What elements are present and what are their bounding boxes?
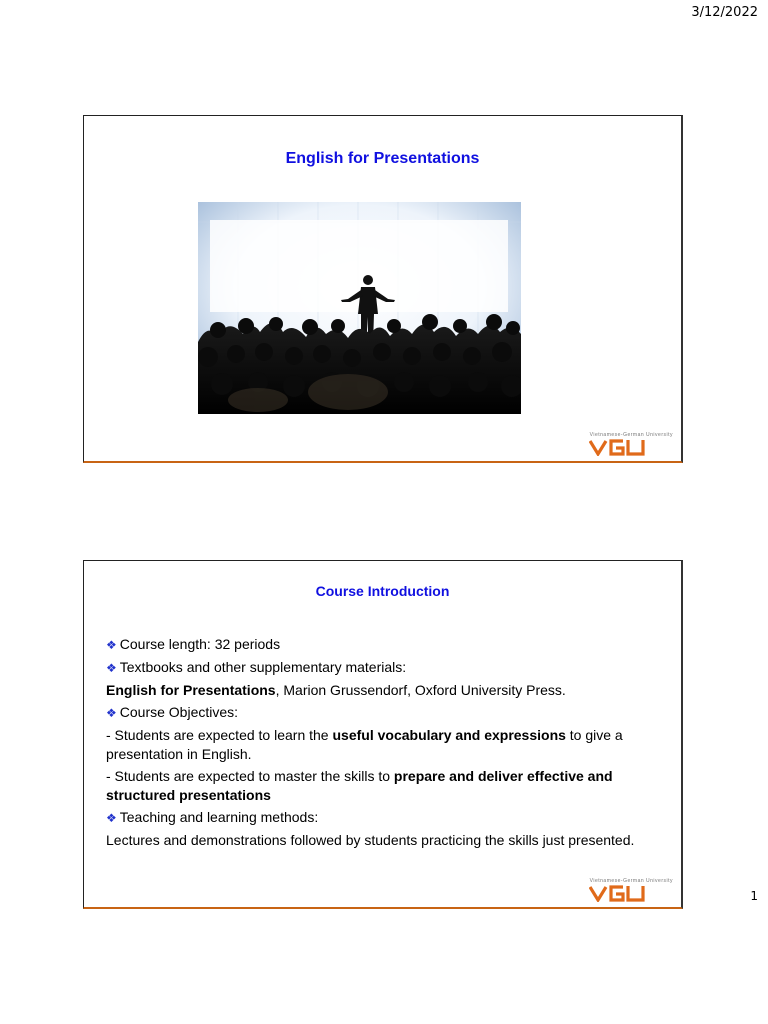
document-date: 3/12/2022 <box>691 5 758 20</box>
book-title: English for Presentations <box>106 682 276 698</box>
vgu-logo-caption: Vietnamese-German University <box>589 432 673 438</box>
objective-skills: - Students are expected to master the skills to prepare and deliver effective and structured presentations <box>106 768 613 803</box>
page-number: 1 <box>750 889 758 903</box>
slide-2-title: Course Introduction <box>315 583 450 599</box>
bullet-textbooks: ❖ Textbooks and other supplementary materials: <box>106 659 407 675</box>
vgu-logo-caption: Vietnamese-German University <box>589 878 673 884</box>
textbook-reference: English for Presentations, Marion Grussendorf, Oxford University Press. <box>106 682 566 698</box>
diamond-bullet-icon: ❖ <box>106 811 117 825</box>
slide-1-title: English for Presentations <box>285 150 480 167</box>
bullet-objectives: ❖ Course Objectives: <box>106 704 239 720</box>
vgu-logo <box>575 878 673 904</box>
methods-description: Lectures and demonstrations followed by students practicing the skills just presented. <box>106 832 635 848</box>
slide-1 <box>83 115 683 463</box>
bullet-teaching-methods: ❖ Teaching and learning methods: <box>106 809 319 825</box>
vgu-wordmark-icon <box>589 885 645 902</box>
slide-2 <box>83 560 683 909</box>
bullet-course-length: ❖ Course length: 32 periods <box>106 636 281 652</box>
presentation-audience-photo <box>198 202 521 414</box>
vgu-logo <box>575 432 673 458</box>
diamond-bullet-icon: ❖ <box>106 706 117 720</box>
slide-2-content <box>106 635 666 853</box>
vgu-wordmark-icon <box>589 439 645 456</box>
objective-vocabulary: - Students are expected to learn the useful vocabulary and expressions to give a presentation in English. <box>106 727 623 762</box>
diamond-bullet-icon: ❖ <box>106 638 117 652</box>
diamond-bullet-icon: ❖ <box>106 661 117 675</box>
